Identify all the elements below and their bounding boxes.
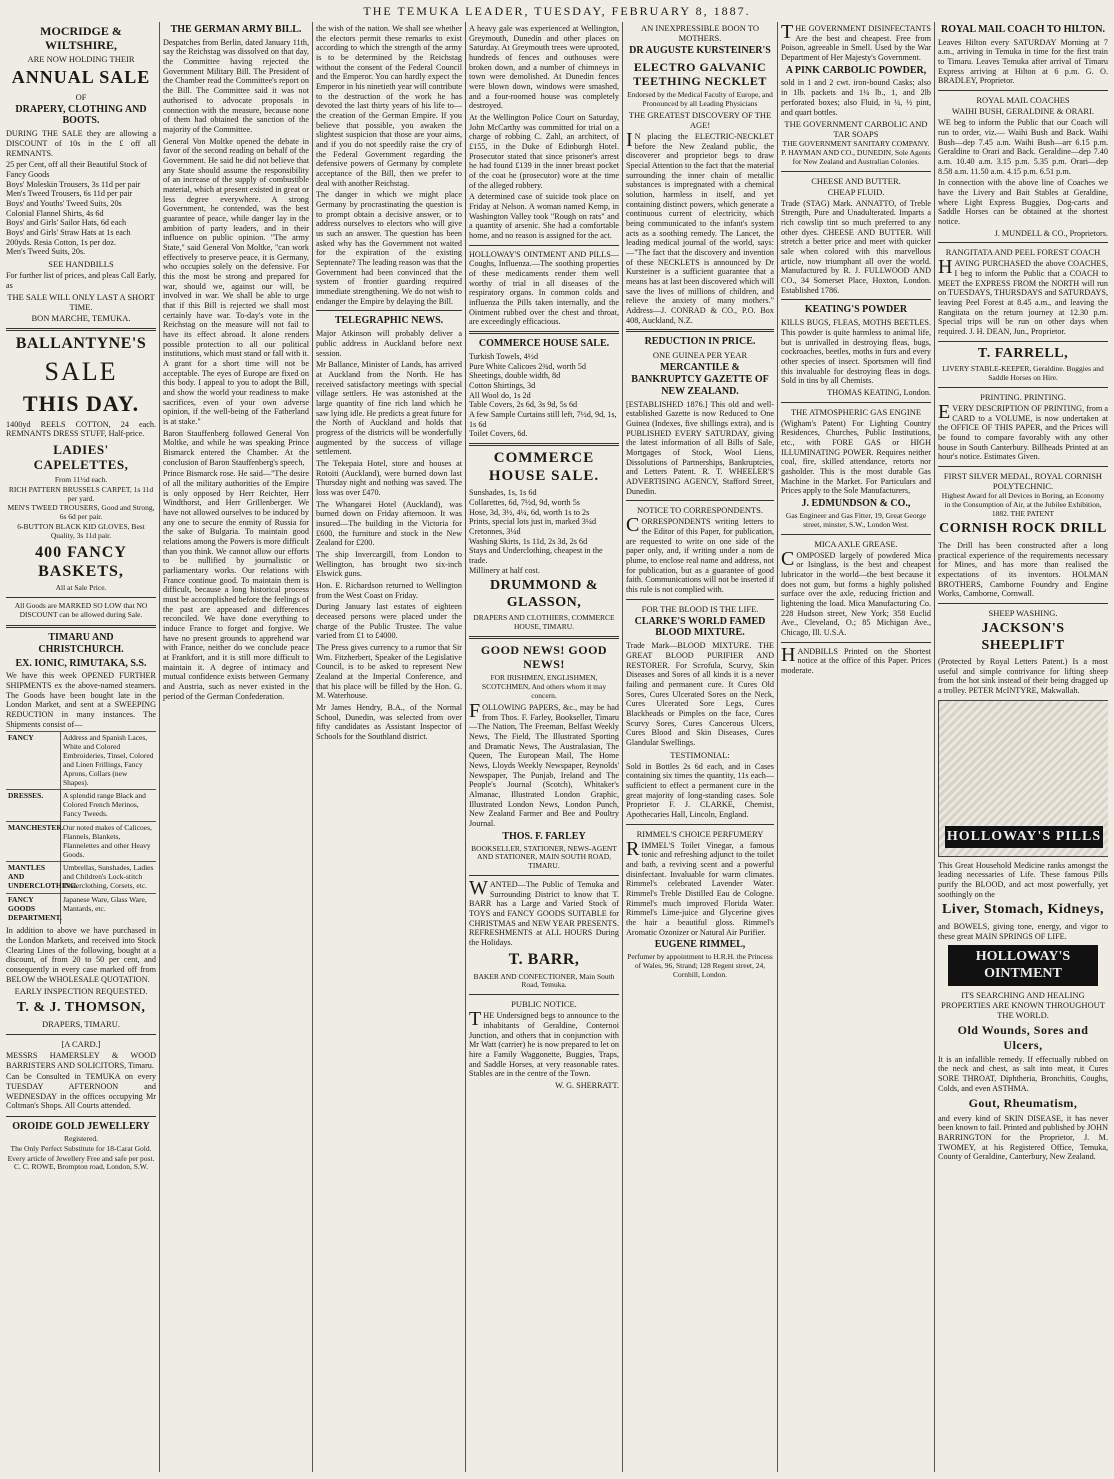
ad-text: 1400yd REELS COTTON, 24 each. REMNANTS DRESS STUFF, Half-price. — [6, 419, 156, 439]
ad-heading: PRINTING. PRINTING. — [980, 391, 1066, 402]
ad-text: LIVERY STABLE-KEEPER, Geraldine. Buggies and Saddle Horses on Hire. — [942, 364, 1104, 382]
ad-text: For further list of prices, and pleas Call Early, as — [6, 270, 156, 290]
column-6 — [781, 22, 931, 1472]
ad-heading: RANGITATA AND PEEL FOREST COACH — [945, 247, 1101, 258]
ad-text: FOR IRISHMEN, ENGLISHMEN, SCOTCHMEN, And others whom it may concern. — [481, 673, 607, 701]
article-text: Baron Stauffenberg followed General Von Moltke, and while he was speaking Prince Bismarck entered the Chamber. At the conclusion of Baron Stauffenberg's speech, — [163, 428, 309, 467]
ad-heading: JACKSON'S SHEEPLIFT — [981, 621, 1065, 653]
ad-text: All Goods are MARKED SO LOW that NO DISCOUNT can be allowed during Sale. — [14, 601, 148, 620]
ad-heading: THE GREATEST DISCOVERY OF THE AGE! — [628, 109, 772, 130]
ad-text: This Great Household Medicine ranks amongst the leading necessaries of Life. These famous Pills purify the BLOOD, and act most powerfully, yet soothingly on the — [938, 860, 1108, 899]
article-heading: TELEGRAPHIC NEWS. — [334, 315, 444, 327]
list-item: Sheetings, double width, 8d — [469, 371, 561, 381]
ad-text: The Only Perfect Substitute for 18-Carat Gold. — [10, 1143, 152, 1153]
column-3 — [316, 22, 462, 1472]
ad-text: DRAPERS, TIMARU. — [41, 1019, 120, 1030]
row-value: Umbrellas, Sunshades, Ladies and Children's Lock-stitch Underclothing, Corsets, etc. — [63, 863, 154, 891]
ad-heading: DRUMMOND & GLASSON, — [489, 578, 599, 610]
list-item: Table Covers, 2s 6d, 3s 9d, 5s 6d — [469, 400, 578, 410]
ad-heading: ROYAL MAIL COACH TO HILTON. — [940, 24, 1106, 35]
list-item: Sunshades, 1s, 1s 6d — [469, 488, 537, 498]
ad-text: Trade Mark—BLOOD MIXTURE. THE GREAT BLOOD PURIFIER AND RESTORER. For Scrofula, Scurvy, Skin Diseases and Sores of all kinds it is a never failing and permanent cure. It Cures Old Sores, Cures Ulcerated Sores on the Neck, Cures Ulcerated Sore Legs, Cures Blackheads or Pimples on the face, Cures Scurvy Sores, Cures Cancerous Ulcers, Cures Blood and Skin Diseases, Cures Glandular Swellings. — [626, 641, 774, 747]
ad-text: EVERY DESCRIPTION OF PRINTING, from a CARD to a VOLUME, is now undertaken at the OFFICE OF THIS PAPER, and the Prices will be found to compare favorably with any other house in South Canterbury. Billheads Printed at an hour's notice. Estimates Given. — [938, 400, 1108, 462]
ad-text: DURING THE SALE they are allowing a DISCOUNT of 10s in the £ off all REMNANTS. — [6, 129, 156, 158]
ad-text: FOLLOWING PAPERS, &c., may be had from Thos. F. Farley, Bookseller, Timaru—The Nation, The Freeman, Belfast Weekly News, The Field, The Illustrated Sporting and Dramatic News, The Australasian, The Queen, The European Mail, The Home News, Lloyds Weekly Newspaper, Reynolds' Newspaper, The Punjab, Ireland and The People's Journal (Scotch), Whitaker's Almanac, Illustrated London Graphic, Illustrated London News, London Punch, New Zealand Farmer and Bee and Poultry Journal. — [469, 699, 619, 829]
news-item: Major Atkinson will probably deliver a public address in Auckland before next session. — [316, 329, 462, 358]
price-list — [469, 352, 619, 439]
ad-signature: BON MARCHE, TEMUKA. — [31, 313, 131, 324]
ad-heading: ITS SEARCHING AND HEALING PROPERTIES ARE KNOWN THROUGHOUT THE WORLD. — [941, 990, 1105, 1021]
ad-text: Sold in Bottles 2s 6d each, and in Cases containing six times the quantity, 11s each—sufficient to effect a permanent cure in the great majority of long-standing cases. Sole Proprietor F. J. CLARKE, Chemist, Apothecaries Hall, Lincoln, England. — [626, 761, 774, 819]
list-item: Pure White Calicoes 2¾d, worth 5d — [469, 361, 586, 371]
list-item: Men's Tweed Suits, 20s. — [6, 247, 86, 257]
ad-heading: 400 FANCY BASKETS, — [35, 543, 127, 580]
holloway-notice: HOLLOWAY'S OINTMENT AND PILLS—Coughs, Influenza.—The soothing properties of these medicaments render them well worthy of trial in all diseases of the respiratory organs. In common colds and influenza the Pills taken internally, and the Ointment rubbed over the chest and throat, are exceedingly efficacious. — [469, 249, 619, 327]
ad-text: HAVING PURCHASED the above COACHES, I beg to inform the Public that a COACH to MEET the EXPRESS FROM the NORTH will run on TUESDAYS, THURSDAYS and SATURDAYS, leaving Peel Forest at 8.45 a.m., and leaving the Rangitata on the return journey at 12.30 p.m. Special trips will be run on other days when required. J. H. DEAN, Jun., Proprietor. — [938, 256, 1108, 336]
ad-text: The Drill has been constructed after a long practical experience of the requirements necessary for Mines, and has more than realised the expectations of its inventors. HOLMAN BROTHERS, Camborne Foundry and Engine Works, Camborne, Cornwall. — [938, 540, 1108, 599]
column-rule — [465, 22, 466, 1472]
ad-heading: BALLANTYNE'S — [15, 335, 147, 353]
ad-text: CORRESPONDENTS writing letters to the Editor of this Paper, for publication, are requested to write on one side of the paper only, and, if writing under a nom de plume, to enclose real name and address, not for publication, but as a guarantee of good faith. Communications will not be inserted if this rule is not complied with. — [626, 514, 774, 594]
ad-heading: PUBLIC NOTICE. — [511, 999, 577, 1010]
ad-text: In connection with the above line of Coaches we have the Livery and Bait Stables at Geraldine, where Light Express Buggies, Dog-carts and Saddle Horses can be obtained at the shortest notice. — [938, 178, 1108, 226]
ad-text: It is an infallible remedy. If effectually rubbed on the neck and chest, as salt into meat, it Cures SORE THROAT, Diphtheria, Bronchitis, Coughs, Colds, and even ASTHMA. — [938, 1054, 1108, 1093]
ad-heading: RIMMEL'S CHOICE PERFUMERY — [636, 828, 764, 839]
ad-text: HANDBILLS Printed on the Shortest notice at the office of this Paper. Prices moderate. — [781, 643, 931, 675]
ad-text: sold in 1 and 2 cwt. iron-bound Casks; also in 1lb. packets and 1¼ lb., 1, and 2lb perforated boxes; also Fluid, in ¼, ½ pint, and quart bottles. — [781, 78, 931, 117]
ad-heading: SALE — [44, 357, 118, 387]
column-rule — [159, 22, 160, 1472]
ad-heading: AN INEXPRESSIBLE BOON TO MOTHERS. — [641, 23, 759, 44]
table-row — [6, 731, 156, 789]
ad-heading: CORNISH ROCK DRILL — [939, 521, 1107, 537]
ad-subheading: DRAPERY, CLOTHING AND BOOTS. — [15, 103, 147, 127]
column-7 — [938, 22, 1108, 1472]
ad-text: WANTED—The Public of Temuka and Surrounding District to know that T. BARR has a Large and Varied Stock of TOYS and FANCY GOODS SUITABLE for CHRISTMAS and NEW YEAR PRESENTS. REFRESHMENTS at ALL HOURS During the Holidays. — [469, 877, 619, 948]
ad-text: and every kind of SKIN DISEASE, it has never been known to fail. Printed and published by JOHN BARRINGTON for the Proprietor, J. M. TWOMEY, at his Registered Office, Temuka, County of Geraldine, Canterbury, New Zealand. — [938, 1113, 1108, 1162]
ad-text: Can be Consulted in TEMUKA on every TUESDAY AFTERNOON and WEDNESDAY in the offices occupying Mr Coltman's Shops. All Courts attended. — [6, 1072, 156, 1111]
ad-heading: T. FARRELL, — [977, 345, 1069, 361]
ad-text: Registered. — [64, 1133, 98, 1143]
ad-heading: KEATING'S POWDER — [804, 304, 908, 316]
list-item: 200yds. Resia Cotton, 1s per doz. — [6, 237, 117, 247]
news-item: A determined case of suicide took place on Friday at Nelson. A woman named Kemp, in Washington Valley took "Rough on rats" and a quantity of arsenic. She had a comfortable home, and no reason is assigned for the act. — [469, 192, 619, 241]
ad-heading: ELECTRO GALVANIC TEETHING NECKLET — [633, 59, 767, 88]
column-4 — [469, 22, 619, 1472]
ballantyne-ad — [6, 335, 156, 620]
ad-text: THE GOVERNMENT DISINFECTANTS Are the best and cheapest. Free from Poison, agreeable in Smell. Used by the War Department of Her Majesty's Government. — [781, 22, 931, 63]
ad-text: THE Undersigned begs to announce to the inhabitants of Geraldine, Conternoi Junction, and others that in conjunction with Mr Watt (carrier) he is now prepared to let on hire a Family Waggonette, Buggies, Traps, and Saddle Horses, at very reasonable rates. Stables are in the centre of the Town. — [469, 1008, 619, 1079]
list-item: Turkish Towels, 4½d — [469, 351, 539, 361]
list-item: Washing Skirts, 1s 11d, 2s 3d, 2s 6d — [469, 536, 588, 546]
list-item: Boys' Moleskin Trousers, 3s 11d per pair — [6, 179, 141, 189]
ad-heading: CHEAP FLUID. — [827, 186, 885, 197]
ad-text: Perfumer by appointment to H.R.H. the Princess of Wales, 96, Strand; 128 Regent street, 24, Cornhill, London. — [627, 952, 773, 979]
ad-heading: T. BARR, — [508, 950, 580, 968]
news-item: During January last estates of eighteen deceased persons were placed under the charge of the Public Trustee. The value varied from £1 to £4000. — [316, 602, 462, 641]
table-row — [6, 893, 156, 925]
ad-heading: REDUCTION IN PRICE. — [644, 336, 756, 348]
ad-heading: THOS. F. FARLEY — [502, 830, 586, 842]
ad-heading: NOTICE TO CORRESPONDENTS. — [636, 505, 764, 516]
hamersley-card — [6, 1039, 156, 1111]
ad-heading: THE ATMOSPHERIC GAS ENGINE — [790, 406, 922, 417]
holloway-ointment-banner: HOLLOWAY'S OINTMENT — [948, 945, 1098, 986]
ad-text: (Protected by Royal Letters Patent.) Is a most useful and simple contrivance for lifting sheep from the hot sink instead of their being dragged up a trolley. PETER McINTYRE, Makwallah. — [938, 657, 1108, 696]
ad-heading: CHEESE AND BUTTER. — [811, 175, 901, 186]
list-item: Collarettes, 6d, 7½d, 9d, worth 5s — [469, 498, 580, 508]
column-rule — [934, 22, 935, 1472]
news-item: Mr Ballance, Minister of Lands, has arrived at Auckland from the North. He has received satisfactory meetings with special village settlers. He was astonished at the large quantity of fine rich land which he saw lying idle. He predicts a great future for the North of Auckland and holds that progress of the districts will be wonderfully augmented by the success of village settlement. — [316, 360, 462, 457]
oroide-ad — [6, 1121, 156, 1172]
ad-text: THE GOVERNMENT SANITARY COMPANY. P. HAYMAN AND CO., DUNEDIN, Sole Agents for New Zealand and Australian Colonies. — [781, 139, 931, 166]
list-item: A few Sample Curtains still left, 7½d, 9d, 1s, 1s 6d — [469, 409, 617, 429]
list-item: Stays and Underclothing, cheapest in the trade. — [469, 546, 603, 566]
ad-heading: MOCRIDGE & WILTSHIRE, — [40, 24, 122, 53]
column-2 — [163, 22, 309, 1472]
ad-heading: LADIES' CAPELETTES, — [33, 442, 129, 473]
ad-text: IN placing the ELECTRIC-NECKLET before the New Zealand public, the discoverer and proprietor begs to draw Special Attention to the fact that the material surrounding the inner chain of metallic substances is impregnated with a chemical solution, harmless in itself, and yet containing distinct powers, which generate a continuous current of electricity, which being communicated to the infant's system acts as a soothing remedy. The Lancet, the leading medical journal of the world, says:—"The fact that the discovery and invention of these NECKLETS is announced by Dr Kursteiner is a sufficient guarantee that a means has at last been discovered which will save the lives of millions of children, and relieve the anxiety of many mothers." Address—J. CONRAD & CO., P.O. Box 408, Auckland, N.Z. — [626, 128, 774, 325]
goods-table — [6, 731, 156, 924]
ad-heading: THE GOVERNMENT CARBOLIC AND TAR SOAPS — [784, 119, 928, 140]
table-row — [6, 821, 156, 861]
ad-heading: DR AUGUSTE KURSTEINER'S — [629, 45, 771, 57]
news-item: The Press gives currency to a rumor that Sir Wm. Fitzherbert, Speaker of the Legislative Council, is to be asked to represent New Zealand at the Imperial Conference, and that his place will be filled by the Hon. G. M. Waterhouse. — [316, 643, 462, 701]
row-label: FANCY GOODS DEPARTMENT. — [6, 894, 61, 925]
holloway-engraving — [938, 700, 1108, 857]
ad-heading: Liver, Stomach, Kidneys, — [942, 902, 1104, 918]
list-item: Prints, special lots just in, marked 3¼d — [469, 517, 597, 527]
ad-heading: GOOD NEWS! GOOD NEWS! — [480, 643, 608, 672]
news-item: At the Wellington Police Court on Saturday, John McCarthy was committed for trial on a charge of robbing C. Zahl, an architect, of £155, in the Duke of Edinburgh Hotel. Prosecutor stated that since prisoner's arrest he had found £139 in the inner breast pocket of the coat he (prosecutor) wore at the time of the alleged robbery. — [469, 113, 619, 190]
column-5 — [626, 22, 774, 1472]
ad-text: MESSRS HAMERSLEY & WOOD BARRISTERS AND SOLICITORS, Timaru. — [6, 1051, 156, 1070]
ad-subheading: ARE NOW HOLDING THEIR — [27, 54, 135, 65]
article-text: The danger in which we might place Germany by procrastinating the question is to prompt obtain a decisive answer, or to address ourselves to electors who will give us such an answer. The question has been asked why has the Government not waited for the expiration of the existing Septennate? The leading reason was that the Government had been convinced that the system of frontier guarding required immediate strengthening. We do not wish to endanger the Empire by delaying the Bill. — [316, 190, 462, 306]
ad-text: All at Sale Price. — [55, 583, 107, 593]
list-item: Men's Tweed Trousers, 6s 11d per pair — [6, 189, 133, 199]
news-item: Hon. E. Richardson returned to Wellington from the West Coast on Friday. — [316, 581, 462, 600]
ad-heading: TESTIMONIAL: — [670, 749, 730, 760]
column-rule — [312, 22, 313, 1472]
ad-text: (Wigham's Patent) For Lighting Country Residences, Churches, Public Institutions, etc., with FORE GAS or HIGH ILLUMINATING POWER. Requires neither coal, fire, skilled attendance, retorts nor gasholder. This is the most durable Gas Machine in the Market. For Particulars and Prices apply to the Sole Manufacturers, — [781, 418, 931, 496]
ad-heading: THIS DAY. — [22, 390, 140, 416]
row-value: Japanese Ware, Glass Ware, Mantards, etc. — [63, 894, 147, 913]
ad-heading: TIMARU AND CHRISTCHURCH. — [38, 632, 124, 655]
news-item: Mr James Hendry, B.A., of the Normal School, Dunedin, was selected from over fifty candidates as Assistant Inspector of Schools for the Southland district. — [316, 703, 462, 742]
list-item: Boys' and Girls' Sailor Hats, 6d each — [6, 218, 127, 228]
article-text: General Von Moltke opened the debate in favor of the second reading on behalf of the Government. He said he did not believe that any State should assume the responsibility of an increase of the supply of combustible material, which at present existed in great or less degree everywhere. A strong Government, he contended, was the best guarantee of peace, while danger lay in the ambition of party leaders, and in their influence on public opinion. "The army State," said General Von Moltke, "can work effectively to preserve peace, it is Germany, who occupies solely on the defensive. For this the most be strong and prepared for war, should we, against our will, be involved in war. We shall be able to urge that if this Bill is rejected we shall most certainly have war. To-day's vote in the Reichstag on the measure will not fail to have its effect abroad. It alone renders possible protection to all our political institutions, which must stand or fall with it. A grant for a short time will not be acceptable. The eyes of Europe are fixed on this body. I appeal to you to adopt the Bill, and show the world your readiness to make sacrifices, even of your own adverse opinion, if the well-being of the Fatherland is at stake." — [163, 136, 309, 426]
row-label: DRESSES. — [6, 790, 61, 821]
list-item: Colonial Flannel Shirts, 4s 6d — [6, 208, 104, 218]
ad-heading: T. & J. THOMSON, — [16, 999, 146, 1015]
news-item: A heavy gale was experienced at Wellington, Greymouth, Dunedin and other places on Saturday. At Greymouth trees were uprooted, hundreds of fences and outhouses were broken down, and a number of chimneys in town were demolished. At Dunedin fences were blown down, windows were smashed, and a four-roomed house was completely destroyed. — [469, 24, 619, 111]
list-item: Cotton Shirtings, 3d — [469, 380, 536, 390]
ad-text: COMPOSED largely of powdered Mica or Isinglass, is the best and cheapest lubricator in the world—the best because it does not gum, but forms a highly polished surface over the axle, reducing friction and lightening the load. Mica Manufacturing Co. 228 Hudson street, New York; 358 Euclid Ave., Cleveland, O.; 85 Michigan Ave., Chicago, Ill. U.S.A. — [781, 547, 931, 637]
row-value: A splendid range Black and Colored French Merinos, Fancy Tweeds. — [63, 791, 146, 819]
ad-heading: WAIHI BUSH, GERALDINE & ORARI. — [951, 106, 1095, 117]
ad-text: SEE HANDBILLS — [48, 258, 114, 269]
ad-text: and BOWELS, giving tone, energy, and vigor to these great MAIN SPRINGS OF LIFE. — [938, 921, 1108, 941]
article-heading: THE GERMAN ARMY BILL. — [170, 24, 302, 35]
column-rule — [777, 22, 778, 1472]
column-rule — [622, 22, 623, 1472]
ad-text: Endorsed by the Medical Faculty of Europe, and Pronounced by all Leading Physicians — [627, 90, 773, 108]
ad-signature: THOMAS KEATING, London. — [827, 387, 931, 397]
ad-text: BAKER AND CONFECTIONER, Main South Road, Temuka. — [473, 971, 615, 990]
table-row — [6, 861, 156, 893]
column-1 — [6, 22, 156, 1472]
ad-heading: CLARKE'S WORLD FAMED BLOOD MIXTURE. — [634, 615, 766, 639]
ad-heading: ANNUAL SALE — [11, 67, 151, 88]
ad-heading: SHEEP WASHING. — [988, 608, 1058, 618]
row-label: MANTLES AND UNDERCLOTHING. — [6, 862, 61, 893]
ad-heading: Old Wounds, Sores and Ulcers, — [957, 1023, 1089, 1052]
list-item: Toilet Covers, 6d. — [469, 429, 528, 439]
article-text: Despatches from Berlin, dated January 11th, say the Reichstag was dissolved on that day, the Committee having rejected the Government Military Bill. The President of the Chamber read the Committee's report on the Bill. The Committee said it was not authorised to advocate proposals in connection with the measure, because none of them had obtained the sanction of the majority of the Committee. — [163, 37, 309, 134]
ad-text: Leaves Hilton every SATURDAY Morning at 7 a.m., arriving in Temuka in time for the first train to Timaru. Leaves Temuka after arrival of Timaru Express arriving at Hilton at 6 p.m. G. O. BRADLEY, Proprietor. — [938, 37, 1108, 86]
ad-text: We have this week OPENED FURTHER SHIPMENTS ex the above-named steamers. The Goods have been bought late in the London Market, and sent at a SWEEPING REDUCTION in many instances. The Shipments consist of— — [6, 671, 156, 729]
row-label: FANCY — [6, 732, 61, 789]
ad-text: BOOKSELLER, STATIONER, NEWS-AGENT AND STATIONER, MAIN SOUTH ROAD, TIMARU. — [471, 843, 617, 871]
ad-text: [ESTABLISHED 1876.] This old and well-established Gazette is now Reduced to One Guinea (Indexes, five shillings extra), and is PUBLISHED EVERY SATURDAY, giving the latest information of all Bills of Sale, Mortgages of Stock, Wool Liens, Dissolutions of Partnerships, Bankruptcies, and Letters Patent. R. T. WHEELER'S ADVERTISING AGENCY, Stafford Street, Dunedin. — [626, 399, 774, 496]
ad-text: RICH PATTERN BRUSSELS CARPET, 1s 11d per yard. — [8, 484, 154, 503]
ad-heading: ONE GUINEA PER YEAR — [652, 350, 748, 361]
ad-text: In addition to above we have purchased in the London Markets, and received into Stock Clearing Lines of the following, bought at a discount, of from 20 to 50 per cent, and consequently in every case marked off from BELOW the WHOLESALE QUOTATION. — [6, 926, 156, 984]
row-label: MANCHESTER. — [6, 822, 61, 861]
mocridge-ad — [6, 24, 156, 323]
thomson-ad — [6, 632, 156, 1029]
ad-text: From 11½d each. — [54, 474, 108, 484]
ad-text: KILLS BUGS, FLEAS, MOTHS BEETLES. This powder is quite harmless to animal life, but is unrivalled in destroying fleas, bugs, cockroaches, beetles, moths in furs and every other species of insect. Sportsmen will find this invaluable for destroying fleas in dogs. Sold in tins by all Chemists. — [781, 318, 931, 386]
article-text: the wish of the nation. We shall see whether the electors permit these remarks to exist according to which the strength of the army is to be determined by the Reichstag without the consent of the Federal Council and the Emperor. You can hardly expect the Emperor in his ninetieth year will contribute to the destruction of the work he has devoted the last thirty years of his life to—the creation of the German Empire. If you believe that possible, you awaken the slightest suspicion that those are your aims, and if you do not speedily raise the cry of the Federal Government regarding the defensive powers of Germany by complete acceptance of the Bill, then we prefer to deal with another Reichstag. — [316, 24, 462, 188]
ad-text: Every article of Jewellery Free and safe per post. C. C. ROWE, Brompton road, London, S.W. — [7, 1153, 155, 1172]
list-item: Millinery at half cost. — [469, 565, 540, 575]
price-list — [469, 488, 619, 575]
ad-text: Trade (STAG) Mark. ANNATTO, of Treble Strength, Pure and Unadulterated. Imparts a rich cowslip tint so much preferred to any other dyes. CHEESE AND BUTTER. Will stretch a better price and meet with quicker sale when colored with this marvellous article, now triumphant all over the world. Manufactured by R. J. FULLWOOD AND CO., 34 Somerset Place, Hoxton, London. Established 1786. — [781, 198, 931, 295]
ad-heading: COMMERCE HOUSE SALE. — [478, 338, 610, 350]
list-item: Hose, 3d, 3½, 4¼, 6d, worth 1s to 2s — [469, 507, 590, 517]
ad-subheading: OF — [75, 91, 87, 102]
ad-text: MEN'S TWEED TROUSERS, Good and Strong, 6s 6d per pair. — [7, 503, 155, 522]
row-value: Our noted makes of Calicoes, Flannels, Blankets, Flannelettes and other Heavy Goods. — [63, 823, 152, 859]
ad-signature: W. G. SHERRATT. — [555, 1081, 619, 1091]
list-item: Cretonnes, 3¼d — [469, 527, 521, 537]
ad-text: Gas Engineer and Gas Fitter, 19, Great George street, minster, S.W., London West. — [785, 510, 927, 529]
ad-text: THE SALE WILL ONLY LAST A SHORT TIME. — [7, 292, 155, 313]
news-item: The Tekepaia Hotel, store and houses at Rotoiti (Auckland), were burned down last Thursday night and nothing was saved. The loss was over £470. — [316, 459, 462, 498]
list-item: Boys' and Girls' Straw Hats at 1s each — [6, 227, 131, 237]
ad-signature: J. MUNDELL & CO., Proprietors. — [994, 228, 1108, 238]
ad-heading: OROIDE GOLD JEWELLERY — [12, 1121, 150, 1133]
ad-text: Highest Award for all Devices in Boring, an Economy in the Consumption of Air, at the Jubilee Exhibition, 1882. THE PATENT — [941, 490, 1105, 518]
ad-heading: J. EDMUNDSON & CO., — [801, 498, 911, 510]
list-item: Boys' and Youths' Tweed Suits, 20s — [6, 198, 122, 208]
ad-heading: FOR THE BLOOD IS THE LIFE. — [641, 603, 759, 614]
ad-heading: [A CARD.] — [61, 1039, 101, 1050]
ad-heading: EX. IONIC, RIMUTAKA, S.S. — [15, 657, 147, 669]
ad-text: 6-BUTTON BLACK KID GLOVES, Best Quality, 3s 11d pair. — [17, 522, 145, 540]
ad-heading: MICA AXLE GREASE. — [814, 538, 898, 549]
ad-heading: COMMERCE HOUSE SALE. — [488, 450, 600, 484]
ad-heading: EUGENE RIMMEL, — [654, 939, 746, 951]
table-row — [6, 789, 156, 821]
row-value: Address and Spanish Laces, White and Colored Embroideries, Tinsel, Colored and Linen Frillings, Fancy Aprons, Collars (new Shapes). — [63, 733, 154, 787]
ad-text: WE beg to inform the Public that our Coach will run to order, viz.— Waihi Bush and Back. Waihi Bush—dep 7.45 a.m. Waihi Bush—arr 6.15 p.m. Geraldine to Orari and Back. Geraldine—dep 7.40 a.m. 10.40 a.m. 3.15 p.m. 5.35 p.m. Orari—dep 8.58 a.m. 11.50 a.m. 4.15 p.m. 6.51 p.m. — [938, 118, 1108, 176]
ad-heading: Gout, Rheumatism, — [968, 1096, 1078, 1111]
ad-text: EARLY INSPECTION REQUESTED. — [14, 986, 148, 997]
masthead: THE TEMUKA LEADER, TUESDAY, FEBRUARY 8, 1887. — [363, 4, 751, 18]
ad-heading: FIRST SILVER MEDAL, ROYAL CORNISH POLYTECHNIC. — [943, 470, 1103, 491]
ad-text: RIMMEL'S Toilet Vinegar, a famous tonic and refreshing adjunct to the toilet and bath, a reviving scent and a powerful disinfectant. Invaluable for warm climates. Rimmel's celebrated Lavender Water. Rimmel's Treble Distilled Eau de Cologne. Rimmel's much improved Florida Water. Rimmel's Lime-juice and Glycerine gives the hair a beautiful gloss. Rimmel's Aromatic Ozonizer or Natural Air Purifier. — [626, 837, 774, 937]
ad-heading: A PINK CARBOLIC POWDER, — [785, 64, 927, 76]
ad-heading: ROYAL MAIL COACHES — [976, 95, 1070, 106]
ad-heading: MERCANTILE & BANKRUPTCY GAZETTE OF NEW ZEALAND. — [631, 362, 769, 397]
ad-text: DRAPERS AND CLOTHIERS, COMMERCE HOUSE, TIMARU. — [473, 613, 615, 632]
news-item: The Whangarei Hotel (Auckland), was burned down on Friday afternoon. It was insured—The building in the Victoria for £600, the furniture and stock in the New Zealand for £200. — [316, 499, 462, 548]
list-item: 25 per Cent, off all their Beautiful Stock of Fancy Goods — [6, 160, 148, 179]
article-text: Prince Bismarck rose. He said—"The desire of all the military authorities of the Empire is only opposed by Herr Reichter, Herr Windthorst, and Herr Grillenberger. We have not allowed ourselves to be induced by any one to secure the enmity of Russia for the sake of Bulgaria. To maintain good relations among the Powers is more difficult than you think. We cannot allow our efforts to be nullified by journalistic or parliamentary works. Our relations with France continue good. To maintain them is difficult, because a long historical process must be accomplished before the feelings of the past are appeased and differences reconciled. We have done everything to induce France to forget and forgive. We have no present grounds to apprehend war with France, neither do we conclude peace at Frankfort, and it is still more difficult to maintain it. A degree of intimacy and mutual confidence exists between Germany and Austria, such as never existed in the period of the German Confederation. — [163, 469, 309, 701]
price-list — [6, 160, 156, 257]
holloway-pills-banner: HOLLOWAY'S PILLS — [945, 826, 1103, 848]
list-item: All Wool do, 1s 2d — [469, 390, 531, 400]
news-item: The ship Invercargill, from London to Wellington, has brought two six-inch Elswick guns. — [316, 550, 462, 579]
